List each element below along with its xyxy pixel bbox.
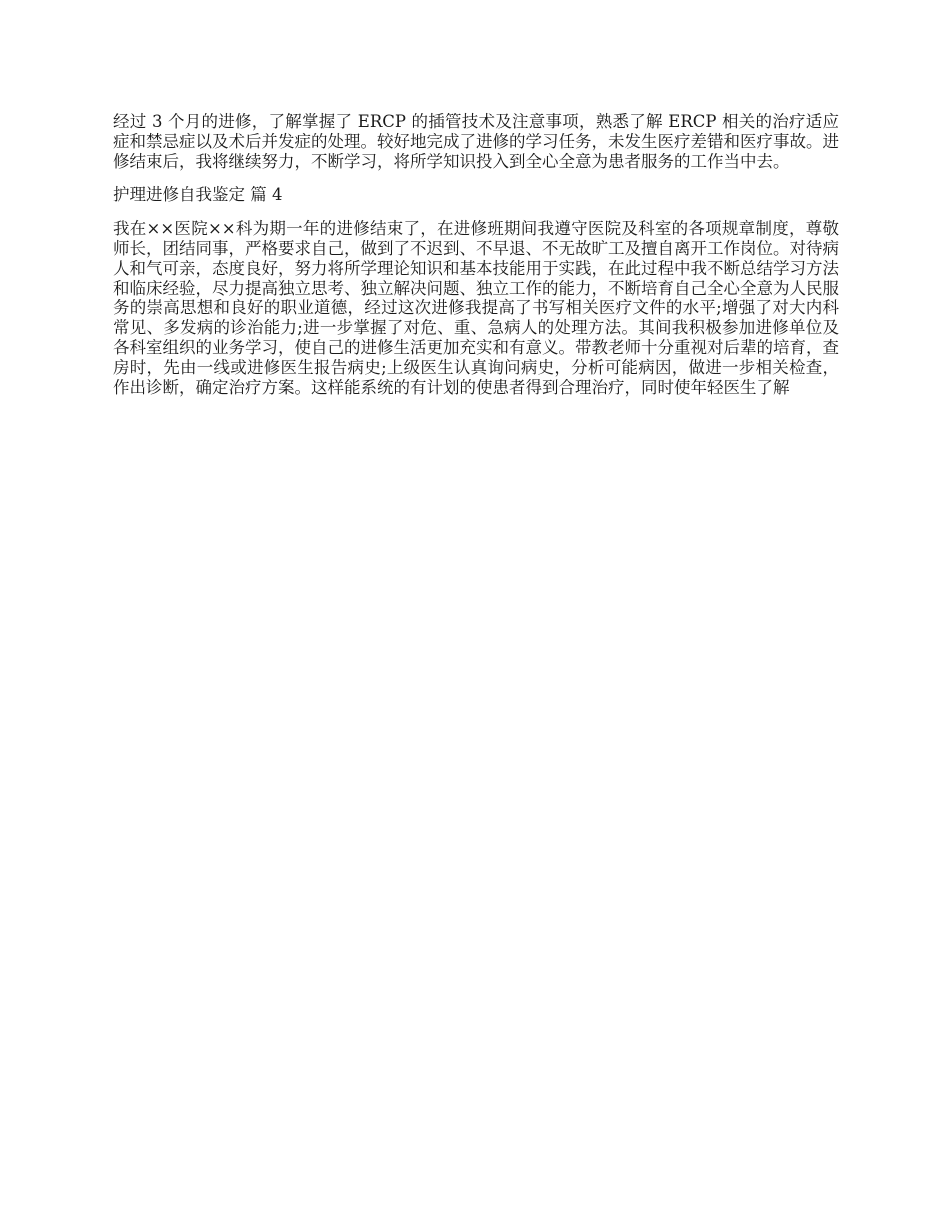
body-paragraph: 经过 3 个月的进修，了解掌握了 ERCP 的插管技术及注意事项，熟悉了解 ERCP 相关的治疗适应症和禁忌症以及术后并发症的处理。较好地完成了进修的学习任务，未发生医疗差错和医疗事故。进修结束后，我将继续努力，不断学习，将所学知识投入到全心全意为患者服务的工作当中去。 — [113, 112, 839, 171]
section-heading: 护理进修自我鉴定 篇 4 — [113, 185, 283, 205]
body-paragraph: 我在××医院××科为期一年的进修结束了，在进修班期间我遵守医院及科室的各项规章制度，尊敬师长，团结同事，严格要求自己，做到了不迟到、不早退、不无故旷工及擅自离开工作岗位。对待病人和气可亲，态度良好，努力将所学理论知识和基本技能用于实践，在此过程中我不断总结学习方法和临床经验，尽力提高独立思考、独立解决问题、独立工作的能力，不断培育自己全心全意为人民服务的崇高思想和良好的职业道德，经过这次进修我提高了书写相关医疗文件的水平;增强了对大内科常见、多发病的诊治能力;进一步掌握了对危、重、急病人的处理方法。其间我积极参加进修单位及各科室组织的业务学习，使自己的进修生活更加充实和有意义。带教老师十分重视对后辈的培育，查房时，先由一线或进修医生报告病史;上级医生认真询问病史，分析可能病因，做进一步相关检查，作出诊断，确定治疗方案。这样能系统的有计划的使患者得到合理治疗，同时使年轻医生了解 — [113, 219, 839, 397]
document-page — [113, 112, 839, 411]
